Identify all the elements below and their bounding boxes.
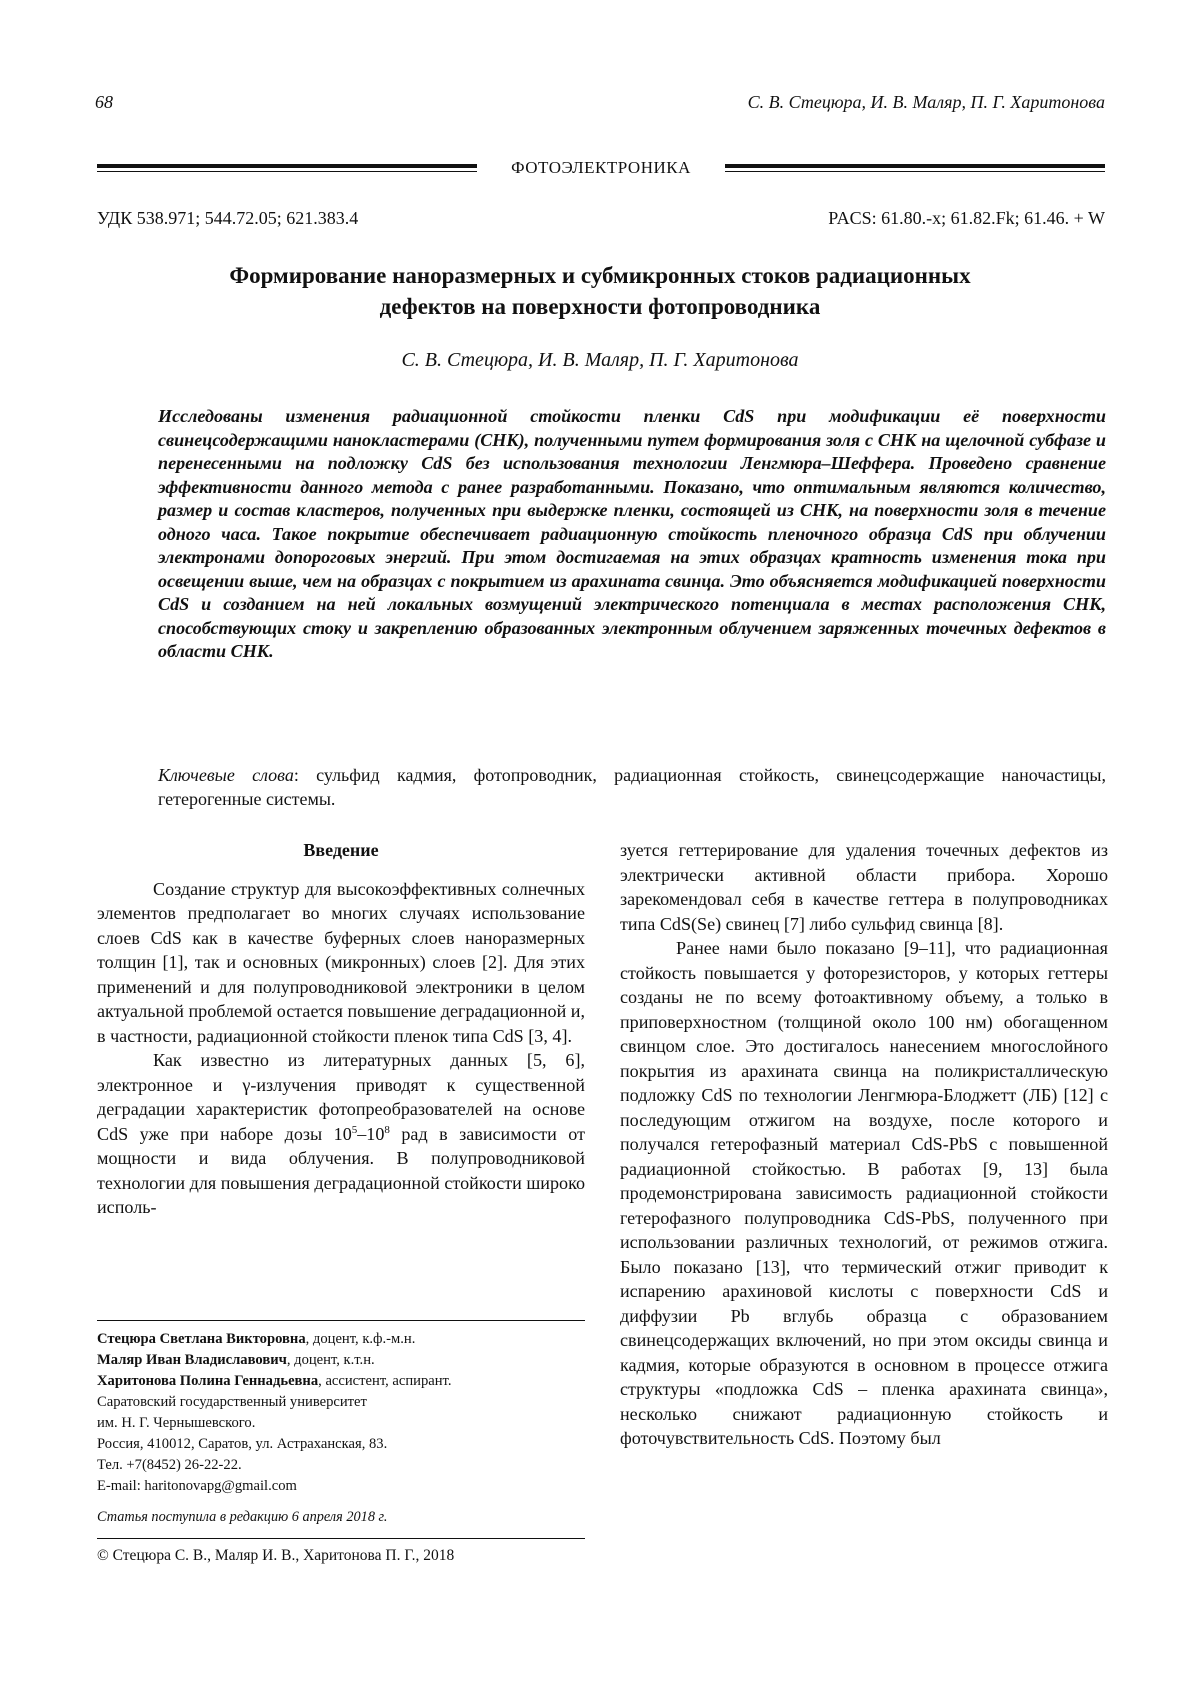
intro-paragraph-1: Создание структур для высокоэффективных солнечных элементов предполагает во многих случаях использование слоев CdS как в качестве буферных слоев наноразмерных толщин [1], так и основных (микронных) слоев [2]. Для этих применений и для полупроводниковой электроники в целом актуальной проблемой остается повышение деградационной и, в частности, радиационной стойкости пленок типа CdS [3, 4].: [97, 878, 586, 1046]
right-column: [620, 838, 1108, 1451]
footnote-author-2: Маляр Иван Владиславович, доцент, к.т.н.: [97, 1352, 375, 1368]
banner-rule-left: [97, 164, 477, 174]
classification-codes: [97, 208, 1105, 234]
intro-paragraph-2: Как известно из литературных данных [5, 6], электронное и γ-излучения приводят к существенной деградации характеристик фотопреобразователей на основе CdS уже при наборе дозы $10^5-10^8$ рад в зависимости от мощности и вида облучения. В полупроводниковой технологии для повышения деградационной стойкости широко исполь-: [97, 1050, 585, 1217]
footnote-org-1: Саратовский государственный университет: [97, 1394, 367, 1410]
udc-code: УДК 538.971; 544.72.05; 621.383.4: [97, 208, 359, 228]
footnote-author-1: Стецюра Светлана Викторовна, доцент, к.ф.-м.н.: [97, 1331, 416, 1347]
article-title-line-2: дефектов на поверхности фотопроводника: [379, 294, 821, 319]
footnote-email[interactable]: E-mail: haritonovapg@gmail.com: [97, 1478, 297, 1494]
running-head-authors: С. В. Стецюра, И. В. Маляр, П. Г. Харитонова: [747, 92, 1105, 112]
intro-paragraph-continued: зуется геттерирование для удаления точечных дефектов из электрически активной области прибора. Хорошо зарекомендовал себя в качестве геттера в полупроводниках типа CdS(Se) свинец [7] либо сульфид свинца [8].: [620, 840, 1108, 934]
pacs-code: PACS: 61.80.-x; 61.82.Fk; 61.46. + W: [828, 208, 1105, 228]
banner-rule-right: [725, 164, 1105, 174]
dose-exponent-2: 8: [384, 1123, 390, 1136]
author-footnote: [97, 1320, 585, 1566]
footnote-address: Россия, 410012, Саратов, ул. Астраханская, 83.: [97, 1436, 388, 1452]
section-title: ФОТОЭЛЕКТРОНИКА: [511, 158, 691, 177]
page-number: 68: [95, 92, 113, 112]
dose-exponent-1: 5: [351, 1123, 358, 1136]
footnote-org-2: им. Н. Г. Чернышевского.: [97, 1415, 256, 1431]
footnote-author-3: Харитонова Полина Геннадьевна, ассистент, аспирант.: [97, 1373, 452, 1389]
section-banner: [97, 158, 1105, 182]
keywords-text: : сульфид кадмия, фотопроводник, радиационная стойкость, свинецсодержащие наночастицы, гетерогенные системы.: [158, 765, 1107, 809]
intro-paragraph-3: Ранее нами было показано [9–11], что радиационная стойкость повышается у фоторезисторов, у которых геттеры созданы не по всему фотоактивному объему, а только в приповерхностном (толщиной около 100 нм) обогащенном свинцом слое. Это достигалось нанесением многослойного покрытия из арахината свинца на поликристаллическую подложку CdS по технологии Ленгмюра-Блоджетт (ЛБ) [12] с последующим отжигом на воздухе, после которого и получался гетерофазный материал CdS-PbS с повышенной радиационной стойкостью. В работах [9, 13] была продемонстрирована зависимость радиационной стойкости гетерофазного полупроводника CdS-PbS, полученного при использовании различных технологий, от режимов отжига. Было показано [13], что термический отжиг приводит к испарению арахиновой кислоты с поверхности CdS и диффузии Pb вглубь образца с образованием свинецсодержащих включений, но при этом оксиды свинца и кадмия, которые образуются в основном в процессе отжига структуры «подложка CdS – пленка арахината свинца», несколько снижают радиационную стойкость и фоточувствительность CdS. Поэтому был: [620, 938, 1108, 1448]
abstract: Исследованы изменения радиационной стойкости пленки CdS при модификации её поверхности свинецсодержащими нанокластерами (СНК), полученными путем формирования золя с СНК на щелочной субфазе и перенесенными на подложку CdS без использования технологии Ленгмюра–Шеффера. Проведено сравнение эффективности данного метода с ранее разработанными. Показано, что оптимальным являются количество, размер и состав кластеров, полученных при выдержке пленки, состоящей из СНК, на поверхности золя в течение одного часа. Такое покрытие обеспечивает радиационную стойкость пленочного образца CdS при облучении электронами допороговых энергий. При этом достигаемая на этих образцах кратность изменения тока при освещении выше, чем на образцах с покрытием из арахината свинца. Это объясняется модификацией поверхности CdS и созданием на ней локальных возмущений электрического потенциала в местах расположения СНК, способствующих стоку и закреплению образованных электронным облучением заряженных точечных дефектов в области СНК.: [158, 406, 1106, 661]
received-date: Статья поступила в редакцию 6 апреля 2018 г.: [97, 1507, 585, 1539]
intro-heading: Введение: [303, 840, 379, 860]
keywords: [158, 763, 1106, 811]
left-column: [97, 838, 585, 1220]
copyright: © Стецюра С. В., Маляр И. В., Харитонова П. Г., 2018: [97, 1547, 455, 1564]
keywords-label: Ключевые слова: [158, 765, 294, 785]
running-head: [95, 92, 1105, 118]
article-authors: С. В. Стецюра, И. В. Маляр, П. Г. Харитонова: [401, 349, 799, 371]
article-title: [100, 260, 1100, 322]
footnote-phone: Тел. +7(8452) 26-22-22.: [97, 1457, 242, 1473]
article-title-line-1: Формирование наноразмерных и субмикронных стоков радиационных: [229, 263, 971, 288]
